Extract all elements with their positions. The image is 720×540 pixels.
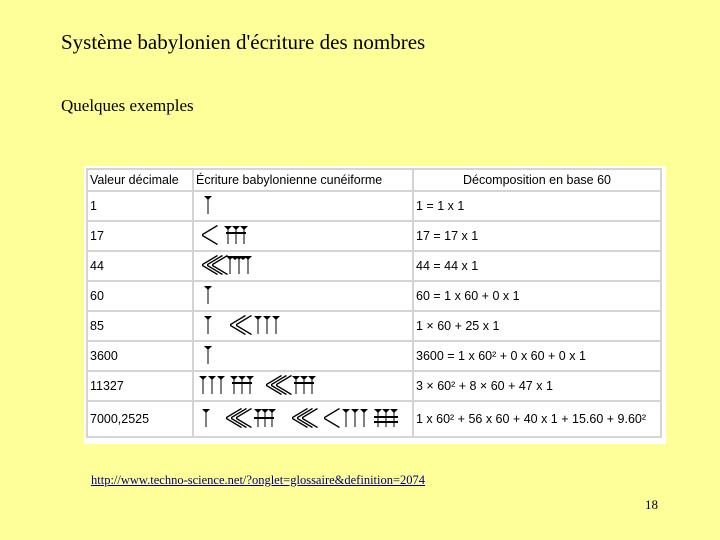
cell-cuneiform: [194, 282, 412, 310]
cell-cuneiform: [194, 402, 412, 436]
header-cuneiform: Écriture babylonienne cunéiforme: [194, 170, 412, 190]
cell-decomposition: 1 = 1 x 1: [414, 192, 660, 220]
cell-decomposition: 1 x 60² + 56 x 60 + 40 x 1 + 15.60 + 9.60²: [414, 402, 660, 436]
header-decomposition: Décomposition en base 60: [414, 170, 660, 190]
cell-cuneiform: [194, 252, 412, 280]
cell-decomposition: 3 × 60² + 8 × 60 + 47 x 1: [414, 372, 660, 400]
table-row: [88, 192, 660, 220]
cuneiform-44-glyph: [196, 253, 406, 279]
table-row: [88, 342, 660, 370]
table-row: [88, 282, 660, 310]
examples-table-image: [84, 166, 666, 444]
cell-decomposition: 60 = 1 x 60 + 0 x 1: [414, 282, 660, 310]
page-number: 18: [645, 497, 658, 512]
cell-decimal: 3600: [88, 342, 192, 370]
cuneiform-3600-glyph: [196, 343, 406, 369]
slide-title: Système babylonien d'écriture des nombres: [61, 30, 426, 54]
cuneiform-1-glyph: [196, 193, 406, 219]
cell-cuneiform: [194, 342, 412, 370]
cuneiform-7000-glyph: [196, 404, 410, 434]
cell-decimal: 11327: [88, 372, 192, 400]
table-row: [88, 312, 660, 340]
cell-decimal: 60: [88, 282, 192, 310]
source-link[interactable]: http://www.techno-science.net/?onglet=glossaire&definition=2074: [91, 473, 426, 487]
cuneiform-60-glyph: [196, 283, 406, 309]
header-decimal: Valeur décimale: [88, 170, 192, 190]
cell-decomposition: 17 = 17 x 1: [414, 222, 660, 250]
table-row: [88, 372, 660, 400]
cell-cuneiform: [194, 192, 412, 220]
cell-decimal: 85: [88, 312, 192, 340]
cell-decomposition: 3600 = 1 x 60² + 0 x 60 + 0 x 1: [414, 342, 660, 370]
cuneiform-11327-glyph: [196, 373, 406, 399]
cell-decimal: 44: [88, 252, 192, 280]
table-row: [88, 222, 660, 250]
examples-table: [86, 168, 662, 438]
cell-decimal: 1: [88, 192, 192, 220]
cell-decomposition: 44 = 44 x 1: [414, 252, 660, 280]
cell-cuneiform: [194, 372, 412, 400]
cuneiform-85-glyph: [196, 313, 406, 339]
table-header-row: [88, 170, 660, 190]
cell-decimal: 7000,2525: [88, 402, 192, 436]
cell-decomposition: 1 × 60 + 25 x 1: [414, 312, 660, 340]
cuneiform-17-glyph: [196, 223, 406, 249]
cell-cuneiform: [194, 222, 412, 250]
table-row: [88, 402, 660, 436]
cell-decimal: 17: [88, 222, 192, 250]
table-row: [88, 252, 660, 280]
slide-subtitle: Quelques exemples: [61, 96, 194, 115]
cell-cuneiform: [194, 312, 412, 340]
